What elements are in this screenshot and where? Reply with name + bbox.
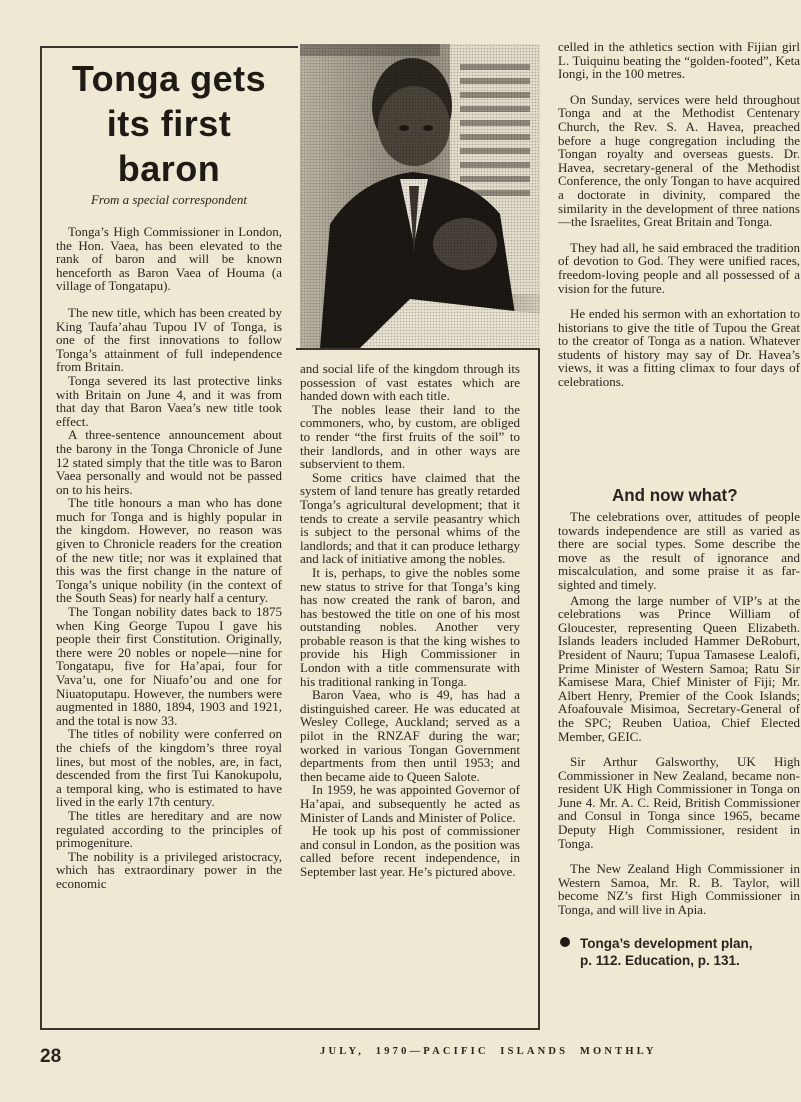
- paragraph: Tonga severed its last protective links with Britain on June 4, and it was from that day that Baron Vaea’s new title took effect.: [56, 372, 282, 429]
- paragraph: He took up his post of commissioner and consul in London, as the position was called before recent independence, in September last year. He’s pictured above.: [300, 823, 520, 879]
- section-subhead: And now what?: [612, 485, 738, 506]
- paragraph: The new title, which has been created by King Taufa’ahau Tupou IV of Tonga, is one of the first innovations to follow Tonga’s attainment of full independence from Britain.: [56, 304, 282, 375]
- paragraph: He ended his sermon with an exhortation to historians to give the title of Tupou the Great to the creator of Tonga as a nation. Whatever students of history may say of Dr. Havea’s views, it was a fitting climax to four days of celebrations.: [558, 306, 800, 390]
- paragraph: On Sunday, services were held throughout Tonga and at the Methodist Centenary Church, the Rev. S. A. Havea, preached before a huge congregation including the Tongan royalty and overseas guests. Dr. Havea, secretary-general of the Methodist Conference, the only Tongan to have acquired a doctorate in divinity, compared the similarity in the development of three nations—the Israelites, Great Britain and Tonga.: [558, 91, 800, 230]
- paragraph: The nobles lease their land to the commoners, who, by custom, are obliged to render “the first fruits of the soil” to their landlords, and in other ways are subservient to them.: [300, 401, 520, 472]
- column-middle: [300, 362, 520, 879]
- related-articles-promo: [560, 935, 800, 969]
- paragraph: Baron Vaea, who is 49, has had a distinguished career. He was educated at Wesley College, Auckland; served as a pilot in the RNZAF during the war; worked in various Tongan Government departments from then until 1953; and then became aide to Queen Salote.: [300, 687, 520, 784]
- column-right-lower: [558, 510, 800, 929]
- column-left: [56, 225, 282, 891]
- paragraph: The Tongan nobility dates back to 1875 when King George Tupou I gave his people their first Constitution. Originally, there were 20 nobles or nopele—nine for Tongatapu, five for Ha’apai, four for Vava’u, one for Niuafo’ou and one for Niuatoputapu. However, the numbers were augmented in 1880, 1894, 1903 and 1921, and the total is now 33.: [56, 604, 282, 728]
- page-number: 28: [40, 1046, 62, 1067]
- headline-line-3: baron: [117, 148, 221, 189]
- running-footer: JULY, 1970—PACIFIC ISLANDS MONTHLY: [320, 1046, 657, 1057]
- paragraph: and social life of the kingdom through its possession of vast estates which are handed down with each title.: [300, 361, 520, 404]
- paragraph: celled in the athletics section with Fijian girl L. Tuiquinu beating the “golden-footed”, Keta Iongi, in the 100 metres.: [558, 39, 800, 82]
- paragraph: It is, perhaps, to give the nobles some new status to strive for that Tonga’s king has now created the rank of baron, and has bestowed the title on one of his most outstanding nobles. Another very probable reason is that the king wishes to provide his High Commissioner in London with a title commensurate with his traditional ranking in Tonga.: [300, 564, 520, 689]
- paragraph: Tonga’s High Commissioner in London, the Hon. Vaea, has been elevated to the rank of baron and will be known henceforth as Baron Vaea of Houma (a village of Tongatapu).: [56, 224, 282, 294]
- paragraph: The nobility is a privileged aristocracy, which has extraordinary power in the economic: [56, 848, 282, 891]
- paragraph: The celebrations over, attitudes of people towards independence are still as varied as there are social types. Some describe the move as the result of ignorance and miscalculation, and some praise it as far-sighted and timely.: [558, 509, 800, 592]
- article-headline: [44, 56, 294, 191]
- paragraph: In 1959, he was appointed Governor of Ha’apai, and subsequently he acted as Minister of Lands and Minister of Police.: [300, 782, 520, 825]
- baron-vaea-photo: [300, 44, 540, 348]
- headline-line-1: Tonga gets: [71, 58, 267, 99]
- promo-line-2: p. 112. Education, p. 131.: [580, 953, 740, 968]
- paragraph: The New Zealand High Commissioner in Western Samoa, Mr. R. B. Taylor, will become NZ’s first High Commissioner in Tonga, and will live in Apia.: [558, 861, 800, 918]
- column-right: [558, 40, 800, 401]
- paragraph: Sir Arthur Galsworthy, UK High Commissioner in New Zealand, became non-resident UK High Commissioner in Tonga on June 4. Mr. A. C. Reid, British Commissioner and Consul in Tonga since 1965, became Deputy High Commissioner, resident in Tonga.: [558, 754, 800, 851]
- paragraph: They had all, he said embraced the tradition of devotion to God. They were unified races, freedom-loving people and all possessed of a vision for the future.: [558, 239, 800, 296]
- paragraph: Some critics have claimed that the system of land tenure has greatly retarded Tonga’s agricultural development; that it tends to create a servile peasantry which is subject to the personal whims of the landlords; and that it can produce lethargy and lack of initiative among the nobles.: [300, 469, 520, 567]
- paragraph: Among the large number of VIP’s at the celebrations was Prince William of Gloucester, representing Queen Elizabeth. Islands leaders included Hammer DeRoburt, President of Nauru; Tupua Tamasese Lealofi, Prime Minister of Western Samoa; Ratu Sir Kamisese Mara, Chief Minister of Fiji; Mr. Albert Henry, Premier of the Cook Islands; Afoafouvale Misimoa, Secretary-General of the SPC; Reuben Uatioa, Chief Elected Member, GEIC.: [558, 592, 800, 744]
- paragraph: The titles of nobility were conferred on the chiefs of the kingdom’s three royal lines, but most of the nobles, are, in fact, descended from the first Tui Kanokupolu, a temporal king, who is estimated to have lived in the early 17th century.: [56, 726, 282, 810]
- byline: From a special correspondent: [90, 192, 248, 207]
- paragraph: The titles are hereditary and are now regulated according to the principles of primogeniture.: [56, 807, 282, 851]
- paragraph: The title honours a man who has done much for Tonga and is highly popular in the kingdom. However, no reason was given to Chronicle readers for the creation of the new title; nor was it explained that this was the first change in the nature of Tonga’s unique nobility (in the context of the South Seas) for nearly half a century.: [56, 495, 282, 606]
- promo-line-1: Tonga’s development plan,: [580, 936, 753, 951]
- bullet-icon: [560, 937, 570, 947]
- paragraph: A three-sentence announcement about the barony in the Tonga Chronicle of June 12 stated simply that the title was to Baron Vaea personally and would not be passed on to his heirs.: [56, 427, 282, 497]
- headline-line-2: its first: [106, 103, 232, 144]
